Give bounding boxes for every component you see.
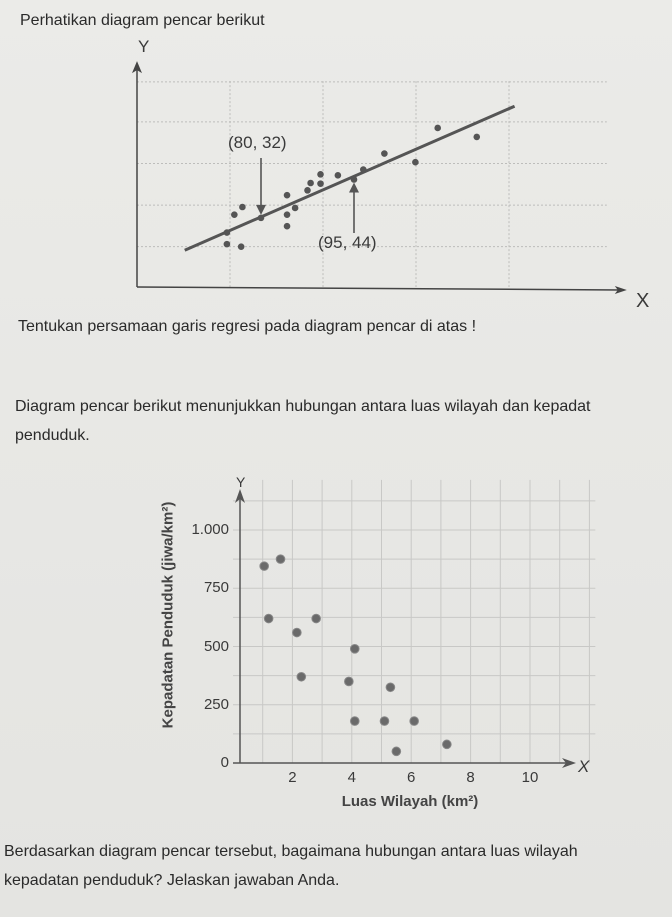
y-tick-label: 1.000 — [191, 521, 229, 538]
data-point — [293, 628, 302, 637]
annotation-95-44: (95, 44) — [318, 233, 377, 252]
q2-intro-line2: penduduk. — [15, 427, 90, 444]
data-point — [276, 555, 285, 564]
chart2-y-axis-letter: Y — [236, 474, 246, 490]
chart2-x-axis-letter: X — [578, 757, 590, 776]
data-point — [350, 645, 359, 654]
x-tick-label: 6 — [407, 769, 416, 786]
chart2-x-axis-label: Luas Wilayah (km²) — [341, 793, 479, 810]
q1-question: Tentukan persamaan garis regresi pada diagram pencar di atas ! — [18, 318, 477, 335]
chart1-x-axis-letter: X — [636, 290, 650, 312]
data-point — [350, 717, 359, 726]
q2-intro-line1: Diagram pencar berikut menunjukkan hubungan antara luas wilayah dan kepadat — [15, 398, 591, 415]
x-tick-label: 10 — [521, 769, 539, 786]
data-point — [443, 740, 452, 749]
x-tick-label: 2 — [288, 769, 297, 786]
y-tick-label: 750 — [203, 579, 229, 597]
q1-intro: Perhatikan diagram pencar berikut — [20, 12, 265, 29]
annotation-80-32: (80, 32) — [228, 133, 287, 152]
q2-question-line1: Berdasarkan diagram pencar tersebut, bagaimana hubungan antara luas wilayah — [4, 843, 578, 860]
data-point — [380, 717, 389, 726]
y-tick-label: 250 — [203, 695, 229, 713]
data-point — [297, 672, 306, 681]
data-point — [312, 614, 321, 623]
q2-question-line2: kepadatan penduduk? Jelaskan jawaban Anda. — [4, 872, 340, 889]
data-point — [410, 717, 419, 726]
chart1-y-axis-letter: Y — [138, 37, 150, 56]
x-tick-label: 4 — [347, 769, 356, 786]
data-point — [260, 562, 269, 571]
data-point — [264, 614, 273, 623]
y-tick-label: 0 — [220, 754, 229, 771]
x-tick-label: 8 — [466, 769, 475, 786]
data-point — [392, 747, 401, 756]
y-tick-label: 500 — [203, 637, 229, 655]
data-point — [386, 683, 395, 692]
data-point — [345, 677, 354, 686]
chart2-y-axis-label: Kepadatan Penduduk (jiwa/km²) — [159, 501, 177, 729]
